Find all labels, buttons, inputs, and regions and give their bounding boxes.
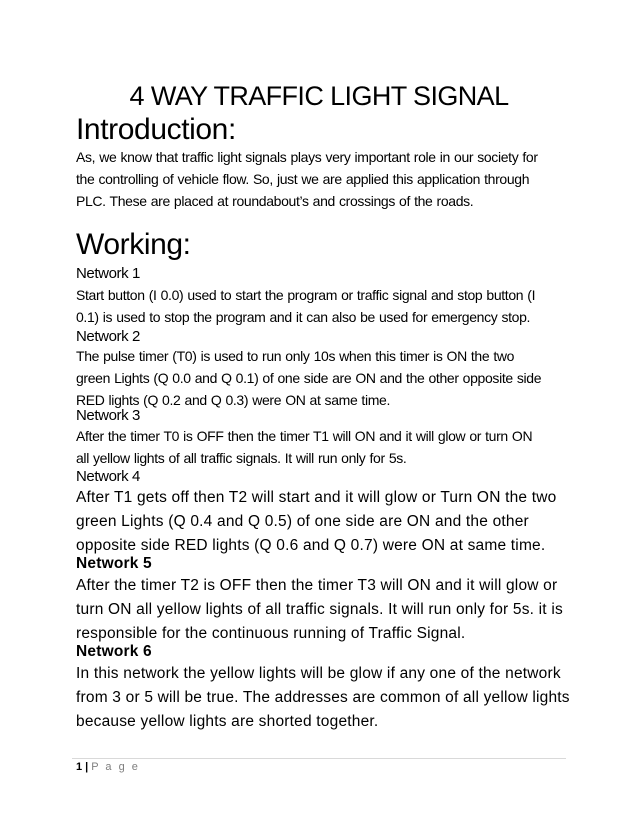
network-3-label: Network 3 <box>76 407 140 424</box>
network-3-paragraph <box>76 425 566 469</box>
working-heading: Working: <box>76 228 191 261</box>
network-4-label: Network 4 <box>76 468 140 485</box>
network-6-paragraph <box>76 662 576 734</box>
introduction-paragraph <box>76 146 566 212</box>
network-line: Start button (I 0.0) used to start the program or traffic signal and stop button (I <box>76 287 536 303</box>
network-line: from 3 or 5 will be true. The addresses are common of all yellow lights <box>76 689 570 706</box>
network-line: After the timer T0 is OFF then the timer T1 will ON and it will glow or turn ON <box>76 428 533 444</box>
introduction-heading: Introduction: <box>76 113 236 146</box>
network-line: all yellow lights of all traffic signals. It will run only for 5s. <box>76 450 407 466</box>
footer-separator: | <box>85 761 89 773</box>
network-5-label: Network 5 <box>76 555 152 572</box>
network-2-paragraph <box>76 345 566 411</box>
introduction-line: the controlling of vehicle flow. So, just we are applied this application through <box>76 171 530 187</box>
network-line: responsible for the continuous running of Traffic Signal. <box>76 625 466 642</box>
network-line: green Lights (Q 0.4 and Q 0.5) of one side are ON and the other <box>76 513 529 530</box>
network-5-paragraph <box>76 574 576 646</box>
page-label: P a g e <box>91 761 140 773</box>
footer-divider <box>72 758 566 759</box>
network-1-paragraph <box>76 284 566 328</box>
introduction-line: PLC. These are placed at roundabout’s and crossings of the roads. <box>76 193 474 209</box>
page-number: 1 <box>76 761 83 773</box>
network-line: 0.1) is used to stop the program and it can also be used for emergency stop. <box>76 309 531 325</box>
network-2-label: Network 2 <box>76 328 140 345</box>
network-line: RED lights (Q 0.2 and Q 0.3) were ON at same time. <box>76 392 391 408</box>
network-1-label: Network 1 <box>76 265 140 282</box>
page-footer <box>76 760 140 774</box>
network-line: In this network the yellow lights will be glow if any one of the network <box>76 665 561 682</box>
network-line: The pulse timer (T0) is used to run only 10s when this timer is ON the two <box>76 348 515 364</box>
network-4-paragraph <box>76 486 576 558</box>
network-line: opposite side RED lights (Q 0.6 and Q 0.7) were ON at same time. <box>76 537 546 554</box>
network-line: because yellow lights are shorted together. <box>76 713 379 730</box>
network-line: green Lights (Q 0.0 and Q 0.1) of one side are ON and the other opposite side <box>76 370 542 386</box>
network-line: After the timer T2 is OFF then the timer T3 will ON and it will glow or <box>76 577 558 594</box>
network-6-label: Network 6 <box>76 643 152 660</box>
network-line: After T1 gets off then T2 will start and it will glow or Turn ON the two <box>76 489 557 506</box>
network-line: turn ON all yellow lights of all traffic signals. It will run only for 5s. it is <box>76 601 563 618</box>
document-title: 4 WAY TRAFFIC LIGHT SIGNAL <box>129 81 509 111</box>
introduction-line: As, we know that traffic light signals plays very important role in our society for <box>76 149 538 165</box>
